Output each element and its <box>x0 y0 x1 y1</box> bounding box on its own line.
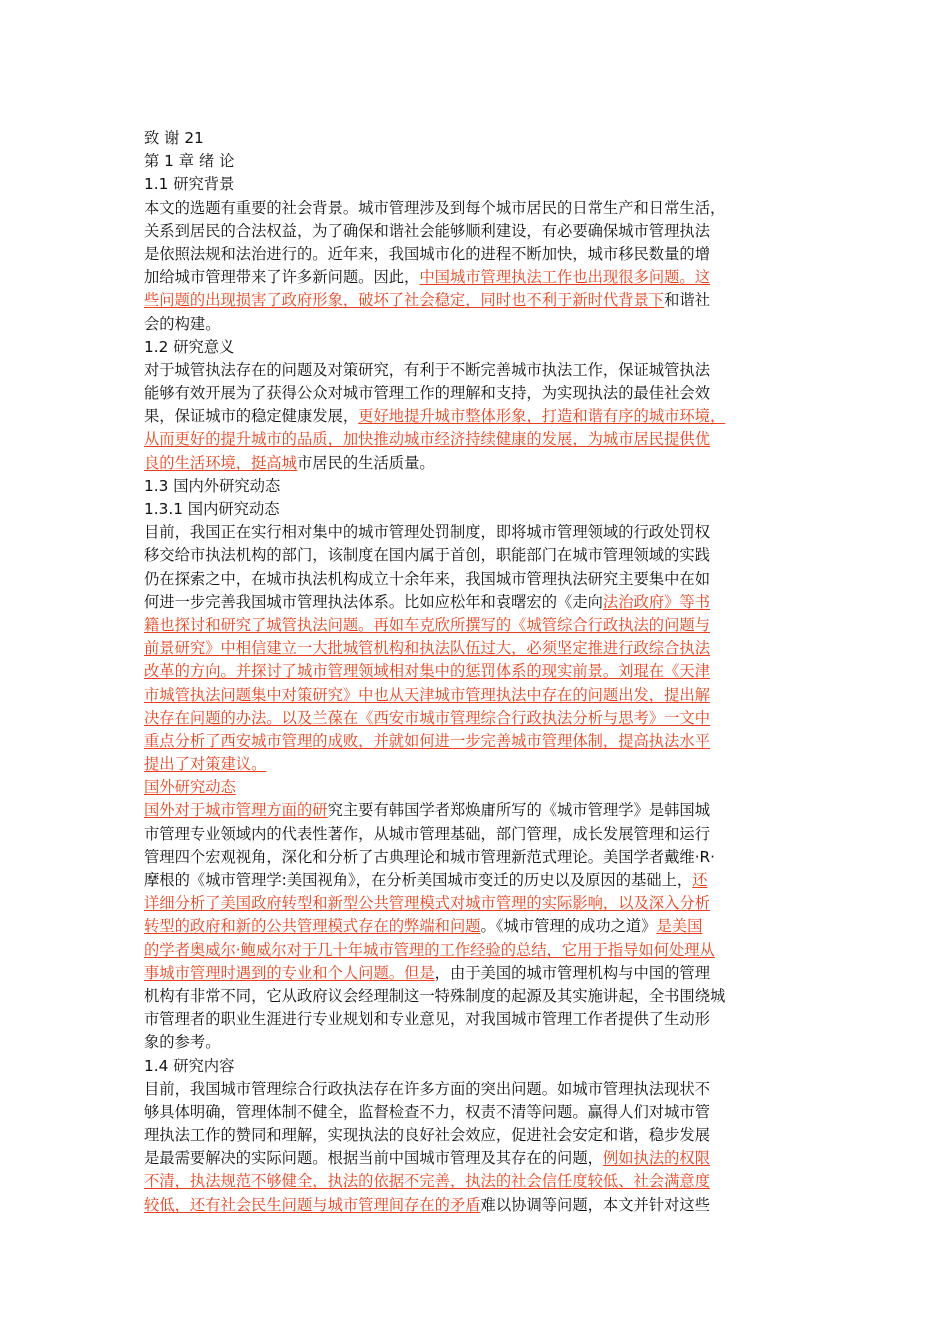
highlighted-text: 是美国 <box>656 917 703 936</box>
text-line <box>144 1194 802 1217</box>
highlighted-text: 重点分析了西安城市管理的成败，并就如何进一步完善城市管理体制，提高执法水平 <box>144 731 710 750</box>
highlighted-text: 事城市管理时遇到的专业和个人问题。但是 <box>144 963 435 982</box>
text-segment: 。《城市管理的成功之道》 <box>480 917 657 936</box>
text-segment: 1.3.1 国内研究动态 <box>144 500 280 518</box>
highlighted-text: 转型的政府和新的公共管理模式存在的弊端和问题 <box>144 917 481 936</box>
text-line <box>144 266 802 289</box>
text-segment: 本文的选题有重要的社会背景。城市管理涉及到每个城市居民的日常生产和日常生活， <box>144 198 726 217</box>
text-segment: 第 1 章 绪 论 <box>144 152 235 171</box>
text-segment: 致 谢 21 <box>144 129 204 147</box>
text-line <box>144 498 802 521</box>
text-line <box>144 1055 802 1078</box>
text-segment: 难以协调等问题，本文并针对这些 <box>480 1195 711 1214</box>
text-line <box>144 521 802 544</box>
highlighted-text: 从而更好的提升城市的品质，加快推动城市经济持续健康的发展，为城市居民提供优 <box>144 430 710 449</box>
text-line <box>144 637 802 660</box>
text-line <box>144 1008 802 1031</box>
text-segment: 摩根的《城市管理学:美国视角》，在分析美国城市变迁的历史以及原因的基础上， <box>144 871 693 889</box>
text-line <box>144 336 802 359</box>
text-segment: 移交给市执法机构的部门，该制度在国内属于首创，职能部门在城市管理领域的实践 <box>144 546 710 565</box>
text-line <box>144 660 802 683</box>
document-body <box>144 127 802 1217</box>
text-line <box>144 475 802 498</box>
text-line <box>144 359 802 382</box>
text-line <box>144 591 802 614</box>
highlighted-text: 例如执法的权限 <box>602 1149 711 1168</box>
highlighted-text: 些问题的出现损害了政府形象，破坏了社会稳定，同时也不利于新时代背景下 <box>144 291 665 310</box>
text-line <box>144 753 802 776</box>
text-segment: 市管理专业领域内的代表性著作，从城市管理基础，部门管理，成长发展管理和运行 <box>144 824 710 843</box>
highlighted-text: 更好地提升城市整体形象，打造和谐有序的城市环境， <box>358 407 726 426</box>
text-line <box>144 544 802 567</box>
text-line <box>144 776 802 799</box>
highlighted-text: 决存在问题的办法。以及兰葆在《西安市城市管理综合行政执法分析与思考》一文中 <box>144 708 710 727</box>
text-line <box>144 568 802 591</box>
highlighted-text: 提出了对策建议。 <box>144 755 267 774</box>
highlighted-text: 市城管执法问题集中对策研究》中也从天津城市管理执法中存在的问题出发，提出解 <box>144 685 710 704</box>
text-segment: 仍在探索之中，在城市执法机构成立十余年来，我国城市管理执法研究主要集中在如 <box>144 569 710 588</box>
text-line <box>144 892 802 915</box>
highlighted-text: 不清，执法规范不够健全，执法的依据不完善，执法的社会信任度较低、社会满意度 <box>144 1172 710 1191</box>
text-segment: 关系到居民的合法权益，为了确保和谐社会能够顺利建设，有必要确保城市管理执法 <box>144 221 710 240</box>
text-segment: 象的参考。 <box>144 1033 221 1052</box>
text-line <box>144 313 802 336</box>
text-line <box>144 1031 802 1054</box>
text-segment: 目前，我国城市管理综合行政执法存在许多方面的突出问题。如城市管理执法现状不 <box>144 1079 710 1098</box>
text-segment: 1.4 研究内容 <box>144 1056 235 1075</box>
highlighted-text: 改革的方向。并探讨了城市管理领域相对集中的惩罚体系的现实前景。刘琨在《天津 <box>144 662 710 681</box>
text-segment: 1.3 国内外研究动态 <box>144 476 281 495</box>
text-line <box>144 1147 802 1170</box>
highlighted-text: 详细分析了美国政府转型和新型公共管理模式对城市管理的实际影响，以及深入分析 <box>144 894 710 913</box>
text-segment: 市居民的生活质量。 <box>296 453 435 472</box>
text-segment: 够具体明确，管理体制不健全，监督检查不力，权责不清等问题。赢得人们对城市管 <box>144 1102 710 1121</box>
highlighted-text: 中国城市管理执法工作也出现很多问题。这 <box>419 268 711 287</box>
text-segment: 对于城管执法存在的问题及对策研究，有利于不断完善城市执法工作，保证城管执法 <box>144 360 710 379</box>
text-segment: 管理四个宏观视角，深化和分析了古典理论和城市管理新范式理论。美国学者戴维·R· <box>144 847 716 866</box>
text-line <box>144 915 802 938</box>
text-line <box>144 197 802 220</box>
text-line <box>144 939 802 962</box>
highlighted-text: 法治政府》等书 <box>602 592 711 611</box>
text-segment: 市管理者的职业生涯进行专业规划和专业意见，对我国城市管理工作者提供了生动形 <box>144 1010 710 1029</box>
text-segment: 理执法工作的赞同和理解，实现执法的良好社会效应，促进社会安定和谐，稳步发展 <box>144 1126 710 1145</box>
text-line <box>144 173 802 196</box>
text-line <box>144 684 802 707</box>
text-segment: 果，保证城市的稳定健康发展， <box>144 407 359 426</box>
text-segment: 目前，我国正在实行相对集中的城市管理处罚制度，即将城市管理领域的行政处罚权 <box>144 523 710 542</box>
text-line <box>144 1170 802 1193</box>
text-line <box>144 730 802 753</box>
text-line <box>144 289 802 312</box>
text-segment: 能够有效开展为了获得公众对城市管理工作的理解和支持，为实现执法的最佳社会效 <box>144 384 710 403</box>
text-segment: 是最需要解决的实际问题。根据当前中国城市管理及其存在的问题， <box>144 1149 603 1168</box>
highlighted-text: 国外研究动态 <box>144 778 236 797</box>
text-line <box>144 707 802 730</box>
text-line <box>144 869 802 892</box>
text-segment: 何进一步完善我国城市管理执法体系。比如应松年和袁曙宏的《走向 <box>144 592 603 611</box>
highlighted-text: 的学者奥威尔·鲍威尔对于几十年城市管理的工作经验的总结，它用于指导如何处理从 <box>144 940 715 959</box>
text-line <box>144 452 802 475</box>
text-line <box>144 243 802 266</box>
highlighted-text: 前景研究》中相信建立一大批城管机构和执法队伍过大，必须坚定推进行政综合执法 <box>144 639 710 658</box>
highlighted-text: 较低，还有社会民生问题与城市管理间存在的矛盾 <box>144 1195 481 1214</box>
text-line <box>144 428 802 451</box>
text-segment: 是依照法规和法治进行的。近年来，我国城市化的进程不断加快，城市移民数量的增 <box>144 244 710 263</box>
text-line <box>144 1101 802 1124</box>
text-line <box>144 799 802 822</box>
text-line <box>144 127 802 150</box>
text-segment: 1.1 研究背景 <box>144 175 235 194</box>
highlighted-text: 良的生活环境，挺高城 <box>144 453 297 472</box>
text-line <box>144 382 802 405</box>
text-segment: 和谐社 <box>664 291 711 310</box>
text-line <box>144 150 802 173</box>
text-line <box>144 962 802 985</box>
text-line <box>144 405 802 428</box>
text-segment: 加给城市管理带来了许多新问题。因此， <box>144 268 420 287</box>
text-line <box>144 1124 802 1147</box>
text-segment: 究主要有韩国学者郑焕庸所写的《城市管理学》是韩国城 <box>327 801 711 820</box>
highlighted-text: 还 <box>692 871 708 889</box>
highlighted-text: 籍也探讨和研究了城管执法问题。再如车克欣所撰写的《城管综合行政执法的问题与 <box>144 615 710 634</box>
text-line <box>144 823 802 846</box>
text-line <box>144 985 802 1008</box>
text-line <box>144 1078 802 1101</box>
text-line <box>144 614 802 637</box>
text-segment: 机构有非常不同，它从政府议会经理制这一特殊制度的起源及其实施讲起，全书围绕城 <box>144 986 726 1005</box>
text-segment: 会的构建。 <box>144 314 221 333</box>
highlighted-text: 国外对于城市管理方面的研 <box>144 801 328 820</box>
text-line <box>144 846 802 869</box>
text-segment: ，由于美国的城市管理机构与中国的管理 <box>434 963 711 982</box>
text-line <box>144 220 802 243</box>
text-segment: 1.2 研究意义 <box>144 337 235 356</box>
